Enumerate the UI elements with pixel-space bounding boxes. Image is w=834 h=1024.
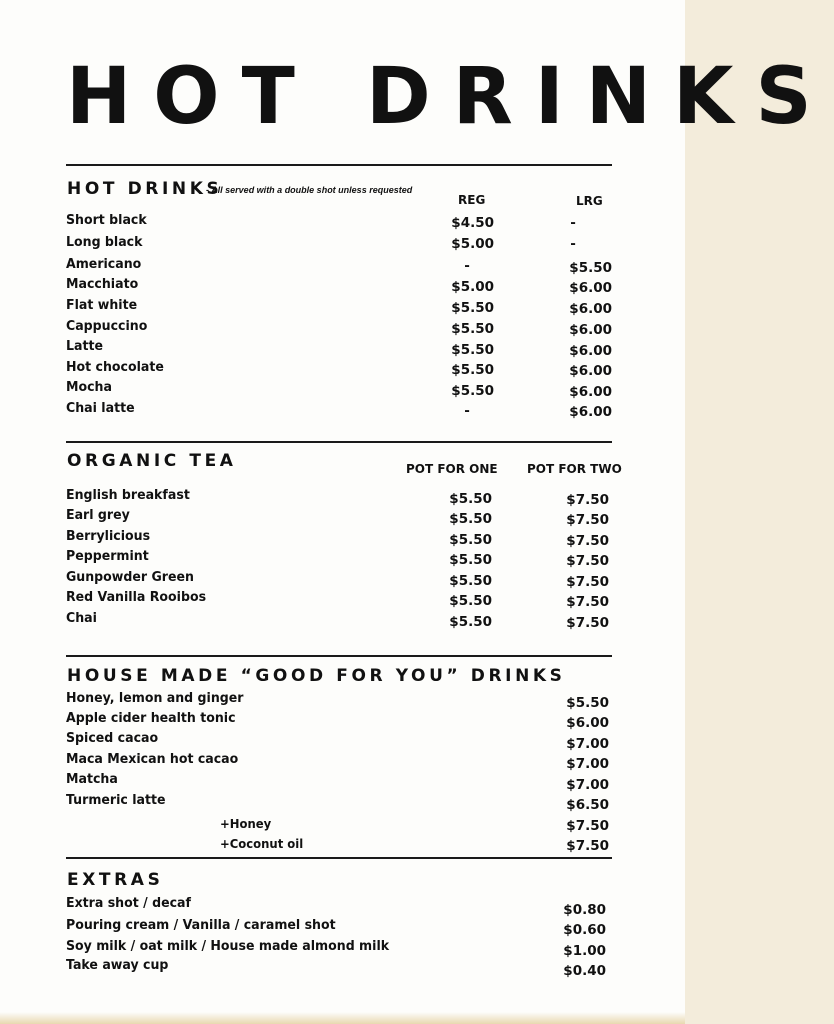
menu-item-name: Macchiato [66,276,139,292]
menu-item-price-reg: $5.50 [451,300,494,316]
menu-item-name: Red Vanilla Rooibos [66,589,207,605]
column-header-lrg: LRG [576,194,603,208]
menu-item-price: $6.50 [566,797,609,813]
menu-item-price-reg: $5.50 [451,342,494,358]
addon-price: $7.50 [566,838,609,854]
menu-item-price-lrg: $6.00 [569,301,612,317]
menu-item-price-lrg: $6.00 [569,363,612,379]
menu-item-name: Americano [66,256,142,272]
menu-item-name: Chai [66,610,97,626]
menu-item-name: Matcha [66,771,118,787]
menu-item-price-pot-two: $7.50 [566,574,609,590]
column-header-reg: REG [458,193,486,207]
menu-item-price: $0.60 [563,922,606,938]
section-note: - All served with a double shot unless requested [206,185,413,195]
menu-item-price: $7.00 [566,777,609,793]
menu-item-price-pot-one: $5.50 [449,511,492,527]
menu-item-name: Berrylicious [66,528,151,544]
divider [66,655,612,657]
menu-item-price-reg: $5.50 [451,321,494,337]
menu-item-price: $5.50 [566,695,609,711]
menu-item-name: English breakfast [66,487,190,503]
menu-item-name: Take away cup [66,957,169,973]
menu-item-price-pot-one: $5.50 [449,593,492,609]
menu-item-name: Long black [66,234,143,250]
column-header-pot-for-one: POT FOR ONE [406,462,498,476]
section-heading-hot-drinks: HOT DRINKS [67,179,223,199]
menu-item-price-lrg: $6.00 [569,384,612,400]
menu-item-price-pot-two: $7.50 [566,594,609,610]
menu-item-price-reg: - [464,258,470,274]
menu-item-price-lrg: $6.00 [569,343,612,359]
menu-item-price-pot-one: $5.50 [449,552,492,568]
menu-item-name: Latte [66,338,103,354]
menu-item-name: Extra shot / decaf [66,895,191,911]
menu-item-price-lrg: - [570,236,576,252]
menu-item-price-lrg: $6.00 [569,322,612,338]
divider [66,857,612,859]
menu-item-price-reg: $5.00 [451,279,494,295]
menu-item-name: Peppermint [66,548,149,564]
menu-item-price-reg: $5.50 [451,383,494,399]
menu-item-price-pot-one: $5.50 [449,491,492,507]
menu-item-price-pot-one: $5.50 [449,573,492,589]
menu-item-price-reg: $4.50 [451,215,494,231]
paper-edge [0,1012,685,1024]
menu-item-price-reg: - [464,403,470,419]
menu-item-name: Soy milk / oat milk / House made almond milk [66,938,390,954]
menu-item-name: Chai latte [66,400,135,416]
menu-item-price-lrg: $5.50 [569,260,612,276]
menu-item-price-pot-one: $5.50 [449,614,492,630]
addon-name: +Honey [220,816,272,831]
menu-item-price: $1.00 [563,943,606,959]
menu-item-name: Turmeric latte [66,792,166,808]
addon-name: +Coconut oil [220,836,304,851]
addon-price: $7.50 [566,818,609,834]
divider [66,441,612,443]
divider [66,164,612,166]
menu-item-name: Earl grey [66,507,130,523]
menu-item-price: $7.00 [566,736,609,752]
menu-item-name: Hot chocolate [66,359,164,375]
menu-item-price-pot-two: $7.50 [566,553,609,569]
menu-item-name: Pouring cream / Vanilla / caramel shot [66,917,336,933]
menu-item-name: Short black [66,212,147,228]
menu-item-name: Flat white [66,297,138,313]
menu-item-price-pot-two: $7.50 [566,533,609,549]
menu-item-price: $7.00 [566,756,609,772]
menu-item-name: Maca Mexican hot cacao [66,751,239,767]
menu-item-price: $0.80 [563,902,606,918]
section-heading-house-made: HOUSE MADE “GOOD FOR YOU” DRINKS [67,666,566,686]
menu-item-price-pot-two: $7.50 [566,615,609,631]
menu-item-price-pot-one: $5.50 [449,532,492,548]
menu-item-name: Gunpowder Green [66,569,194,585]
menu-item-name: Spiced cacao [66,730,159,746]
menu-item-price-pot-two: $7.50 [566,492,609,508]
menu-item-price-pot-two: $7.50 [566,512,609,528]
menu-item-name: Apple cider health tonic [66,710,236,726]
menu-item-price-lrg: - [570,215,576,231]
menu-item-name: Mocha [66,379,112,395]
menu-item-name: Cappuccino [66,318,148,334]
page-title: HOT DRINKS [66,52,834,142]
menu-item-price-lrg: $6.00 [569,404,612,420]
menu-item-price-reg: $5.00 [451,236,494,252]
menu-item-price: $0.40 [563,963,606,979]
menu-item-price-lrg: $6.00 [569,280,612,296]
menu-item-name: Honey, lemon and ginger [66,690,244,706]
section-heading-extras: EXTRAS [67,870,164,890]
menu-item-price: $6.00 [566,715,609,731]
column-header-pot-for-two: POT FOR TWO [527,462,622,476]
section-heading-organic-tea: ORGANIC TEA [67,451,237,471]
menu-item-price-reg: $5.50 [451,362,494,378]
